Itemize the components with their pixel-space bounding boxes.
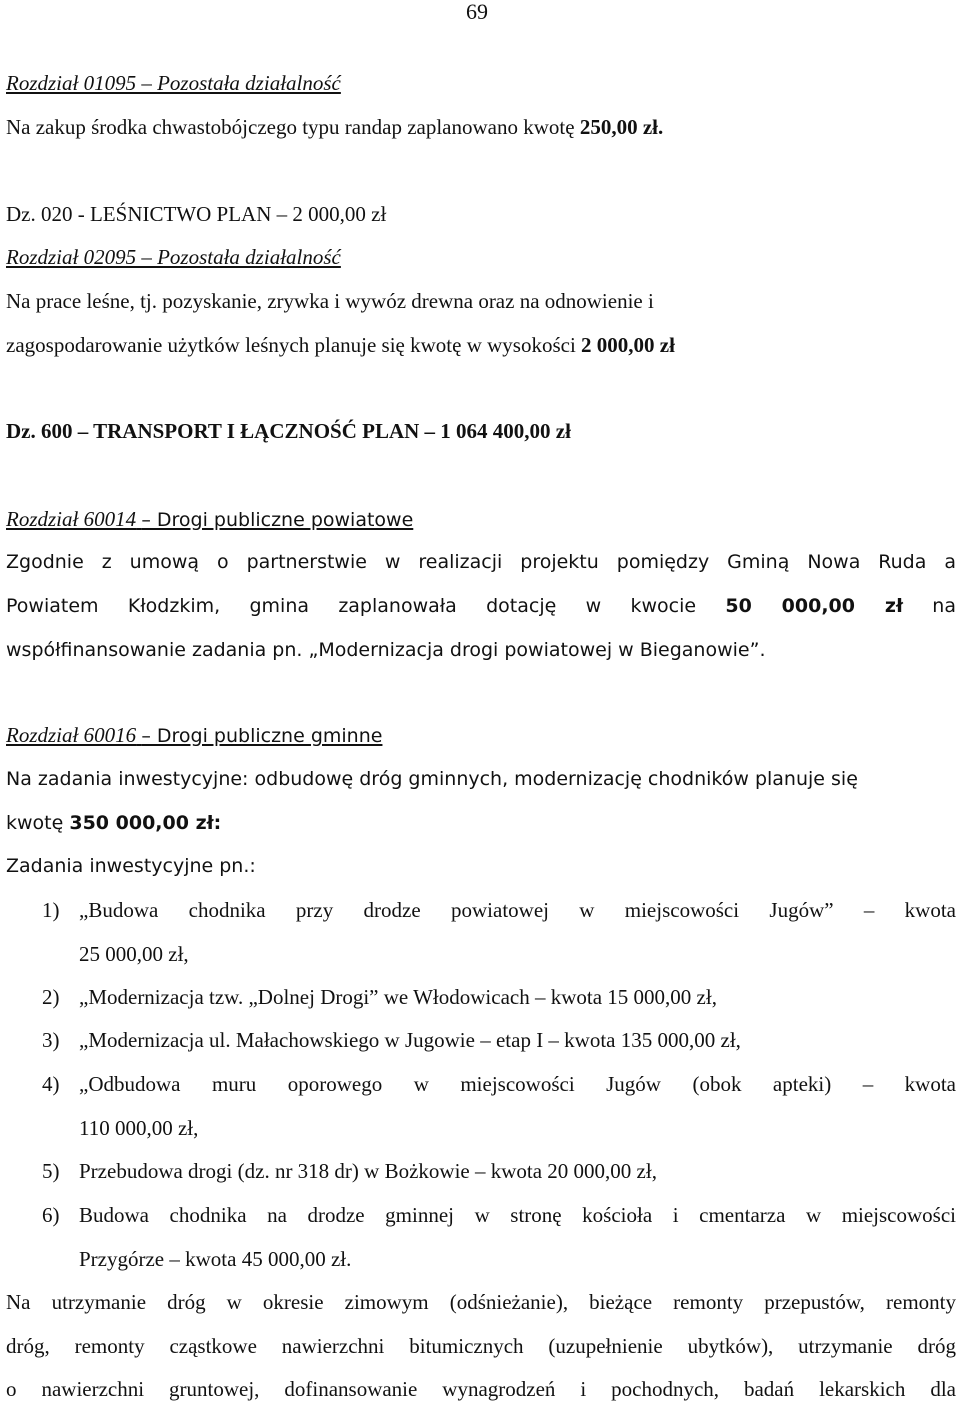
list-text: „Modernizacja ul. Małachowskiego w Jugowie – etap I – kwota 135 000,00 zł, bbox=[79, 1028, 741, 1052]
heading-rozdzial-60014 bbox=[6, 506, 956, 533]
list-item-continuation: 110 000,00 zł, bbox=[79, 1116, 199, 1140]
heading-dzial-020: Dz. 020 - LEŚNICTWO PLAN – 2 000,00 zł bbox=[6, 202, 387, 226]
list-text: „Odbudowa muru oporowego w miejscowości Jugów (obok apteki) – kwota bbox=[79, 1072, 956, 1096]
paragraph-randap bbox=[6, 114, 956, 140]
paragraph-lesne-line2 bbox=[6, 332, 956, 358]
paragraph-umowa-line1: Zgodnie z umową o partnerstwie w realizacji projektu pomiędzy Gminą Nowa Ruda a bbox=[6, 551, 956, 573]
rozdzial-code: Rozdział 60016 bbox=[6, 723, 137, 747]
list-number: 2) bbox=[42, 985, 60, 1009]
rozdzial-name: – Drogi publiczne gminne bbox=[141, 725, 383, 747]
paragraph-lesne-line1: Na prace leśne, tj. pozyskanie, zrywka i wywóz drewna oraz na odnowienie i bbox=[6, 289, 654, 313]
heading-dzial-600 bbox=[6, 418, 956, 444]
paragraph-umowa-line3: współfinansowanie zadania pn. „Modernizacja drogi powiatowej w Bieganowie”. bbox=[6, 639, 766, 661]
list-number: 1) bbox=[42, 898, 60, 922]
heading-rozdzial-01095: Rozdział 01095 – Pozostała działalność bbox=[6, 71, 341, 95]
paragraph-utrzymanie-line1: Na utrzymanie dróg w okresie zimowym (odśnieżanie), bieżące remonty przepustów, remonty bbox=[6, 1290, 956, 1314]
list-number: 6) bbox=[42, 1203, 60, 1227]
list-text: Przebudowa drogi (dz. nr 318 dr) w Bożkowie – kwota 20 000,00 zł, bbox=[79, 1159, 657, 1183]
list-text: „Modernizacja tzw. „Dolnej Drogi” we Włodowicach – kwota 15 000,00 zł, bbox=[79, 985, 717, 1009]
list-item-continuation: Przygórze – kwota 45 000,00 zł. bbox=[79, 1247, 352, 1271]
heading-rozdzial-02095: Rozdział 02095 – Pozostała działalność bbox=[6, 245, 341, 269]
list-item bbox=[42, 1071, 956, 1097]
paragraph-text: kwotę bbox=[6, 812, 70, 834]
paragraph-umowa-line2 bbox=[6, 593, 956, 619]
paragraph-utrzymanie-line3: o nawierzchni gruntowej, dofinansowanie wynagrodzeń i pochodnych, badań lekarskich dla bbox=[6, 1377, 956, 1401]
paragraph-text: Powiatem Kłodzkim, gmina zaplanowała dotację w kwocie bbox=[6, 595, 726, 617]
amount: 50 000,00 zł bbox=[725, 595, 903, 617]
page-number: 69 bbox=[466, 0, 488, 24]
amount: 350 000,00 zł: bbox=[69, 812, 222, 834]
list-text: Budowa chodnika na drodze gminnej w stronę kościoła i cmentarza w miejscowości bbox=[79, 1203, 956, 1227]
list-item-continuation: 25 000,00 zł, bbox=[79, 942, 189, 966]
paragraph-text: na bbox=[903, 595, 956, 617]
heading-rozdzial-60016 bbox=[6, 722, 956, 749]
paragraph-inwestycyjne-line2 bbox=[6, 810, 956, 836]
list-text: „Budowa chodnika przy drodze powiatowej w miejscowości Jugów” – kwota bbox=[79, 898, 956, 922]
heading-text: Dz. 600 – TRANSPORT I ŁĄCZNOŚĆ PLAN – 1 064 400,00 zł bbox=[6, 419, 571, 443]
list-item bbox=[42, 1027, 956, 1053]
list-item bbox=[42, 984, 956, 1010]
paragraph-inwestycyjne-line1: Na zadania inwestycyjne: odbudowę dróg gminnych, modernizację chodników planuje się bbox=[6, 768, 858, 790]
list-item bbox=[42, 1158, 956, 1184]
paragraph-text: zagospodarowanie użytków leśnych planuje się kwotę w wysokości bbox=[6, 333, 582, 357]
list-number: 5) bbox=[42, 1159, 60, 1183]
paragraph-text: Na zakup środka chwastobójczego typu randap zaplanowano kwotę bbox=[6, 115, 580, 139]
rozdzial-name: – Drogi publiczne powiatowe bbox=[141, 509, 414, 531]
list-item bbox=[42, 897, 956, 923]
tasks-label: Zadania inwestycyjne pn.: bbox=[6, 855, 256, 877]
list-item bbox=[42, 1202, 956, 1228]
list-number: 4) bbox=[42, 1072, 60, 1096]
list-number: 3) bbox=[42, 1028, 60, 1052]
paragraph-utrzymanie-line2: dróg, remonty cząstkowe nawierzchni bitumicznych (uzupełnienie ubytków), utrzymanie dróg bbox=[6, 1334, 956, 1358]
amount: 2 000,00 zł bbox=[581, 333, 675, 357]
amount: 250,00 zł. bbox=[579, 115, 664, 139]
rozdzial-code: Rozdział 60014 bbox=[6, 507, 137, 531]
